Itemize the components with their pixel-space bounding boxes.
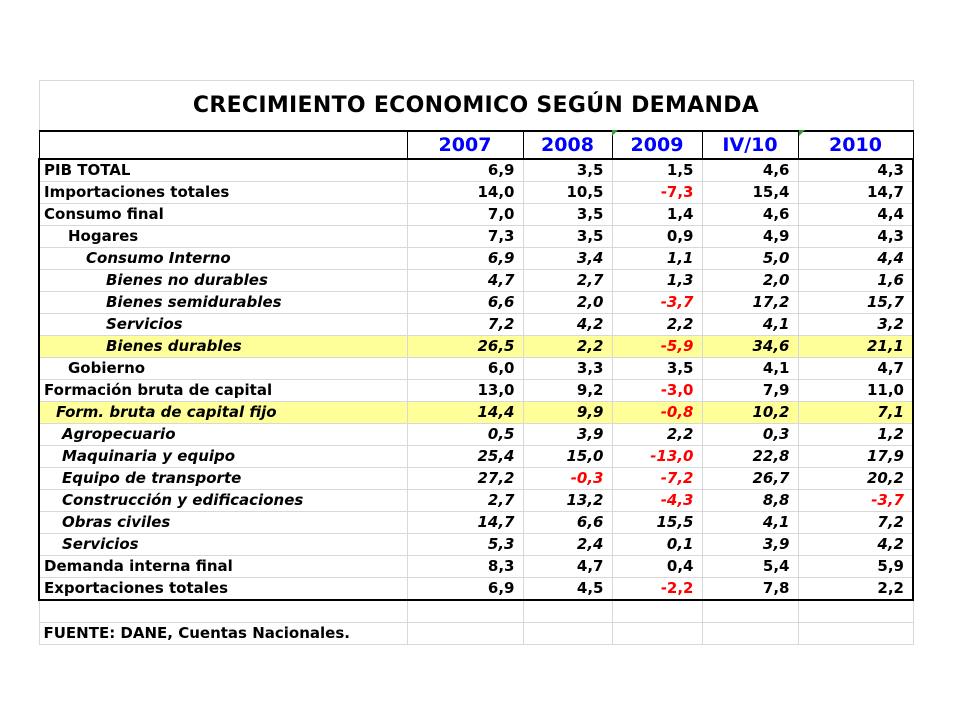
value-cell[interactable]: 4,7 xyxy=(407,270,523,292)
value-cell[interactable]: 4,2 xyxy=(798,534,913,556)
value-cell[interactable]: 7,8 xyxy=(702,578,798,601)
value-cell[interactable]: 5,3 xyxy=(407,534,523,556)
empty-cell[interactable] xyxy=(407,600,523,623)
table-row xyxy=(39,446,913,468)
value-cell[interactable]: 25,4 xyxy=(407,446,523,468)
value-cell[interactable]: 0,9 xyxy=(612,226,702,248)
value-cell[interactable]: 15,0 xyxy=(523,446,612,468)
value-cell[interactable]: 6,0 xyxy=(407,358,523,380)
empty-cell[interactable] xyxy=(702,623,798,645)
header-2010[interactable]: 2010 xyxy=(798,131,913,159)
table-row xyxy=(39,248,913,270)
value-cell[interactable]: -2,2 xyxy=(612,578,702,601)
row-label[interactable]: Servicios xyxy=(39,314,407,336)
row-label[interactable]: Hogares xyxy=(39,226,407,248)
table-row xyxy=(39,226,913,248)
value-cell[interactable]: 6,9 xyxy=(407,248,523,270)
value-cell[interactable]: 0,4 xyxy=(612,556,702,578)
table-row xyxy=(39,159,913,182)
value-cell[interactable]: -7,2 xyxy=(612,468,702,490)
value-cell[interactable]: 2,4 xyxy=(523,534,612,556)
value-cell[interactable]: 13,0 xyxy=(407,380,523,402)
header-blank-cell[interactable] xyxy=(39,131,407,159)
empty-cell[interactable] xyxy=(523,623,612,645)
value-cell[interactable]: 14,4 xyxy=(407,402,523,424)
value-cell[interactable]: 4,3 xyxy=(798,226,913,248)
row-label[interactable]: Equipo de transporte xyxy=(39,468,407,490)
value-cell[interactable]: 14,0 xyxy=(407,182,523,204)
value-cell[interactable]: 5,9 xyxy=(798,556,913,578)
row-label[interactable]: Bienes semidurables xyxy=(39,292,407,314)
table-row xyxy=(39,534,913,556)
header-2009[interactable]: 2009 xyxy=(612,131,702,159)
row-label[interactable]: Maquinaria y equipo xyxy=(39,446,407,468)
value-cell[interactable]: 4,2 xyxy=(523,314,612,336)
value-cell[interactable]: 7,3 xyxy=(407,226,523,248)
table-row xyxy=(39,336,913,358)
table-row xyxy=(39,402,913,424)
title-row xyxy=(39,81,913,132)
value-cell[interactable]: 11,0 xyxy=(798,380,913,402)
value-cell[interactable]: 2,7 xyxy=(523,270,612,292)
value-cell[interactable]: -5,9 xyxy=(612,336,702,358)
source-row xyxy=(39,623,913,645)
table-row xyxy=(39,512,913,534)
comment-marker-2010 xyxy=(799,130,805,136)
row-label[interactable]: Bienes durables xyxy=(39,336,407,358)
value-cell[interactable]: 14,7 xyxy=(798,182,913,204)
row-label[interactable]: Form. bruta de capital fijo xyxy=(39,402,407,424)
row-label[interactable]: Consumo final xyxy=(39,204,407,226)
value-cell[interactable]: 8,8 xyxy=(702,490,798,512)
value-cell[interactable]: 22,8 xyxy=(702,446,798,468)
header-2008[interactable]: 2008 xyxy=(523,131,612,159)
row-label[interactable]: PIB TOTAL xyxy=(39,159,407,182)
value-cell[interactable]: 27,2 xyxy=(407,468,523,490)
table-row xyxy=(39,358,913,380)
header-iv10[interactable]: IV/10 xyxy=(702,131,798,159)
value-cell[interactable]: 4,5 xyxy=(523,578,612,601)
value-cell[interactable]: 5,0 xyxy=(702,248,798,270)
value-cell[interactable]: 13,2 xyxy=(523,490,612,512)
empty-cell[interactable] xyxy=(612,623,702,645)
value-cell[interactable]: -7,3 xyxy=(612,182,702,204)
row-label[interactable]: Gobierno xyxy=(39,358,407,380)
value-cell[interactable]: -3,0 xyxy=(612,380,702,402)
value-cell[interactable]: 9,9 xyxy=(523,402,612,424)
source-note[interactable]: FUENTE: DANE, Cuentas Nacionales. xyxy=(39,623,407,645)
value-cell[interactable]: 5,4 xyxy=(702,556,798,578)
value-cell[interactable]: 15,7 xyxy=(798,292,913,314)
row-label[interactable]: Demanda interna final xyxy=(39,556,407,578)
empty-cell[interactable] xyxy=(523,600,612,623)
row-label[interactable]: Importaciones totales xyxy=(39,182,407,204)
value-cell[interactable]: 3,9 xyxy=(523,424,612,446)
value-cell[interactable]: -3,7 xyxy=(612,292,702,314)
value-cell[interactable]: 8,3 xyxy=(407,556,523,578)
value-cell[interactable]: 17,9 xyxy=(798,446,913,468)
value-cell[interactable]: 1,3 xyxy=(612,270,702,292)
table-row xyxy=(39,578,913,601)
value-cell[interactable]: 2,0 xyxy=(702,270,798,292)
value-cell[interactable]: 0,5 xyxy=(407,424,523,446)
value-cell[interactable]: 0,3 xyxy=(702,424,798,446)
value-cell[interactable]: 6,6 xyxy=(523,512,612,534)
value-cell[interactable]: 4,7 xyxy=(523,556,612,578)
table-row xyxy=(39,204,913,226)
value-cell[interactable]: 3,3 xyxy=(523,358,612,380)
value-cell[interactable]: 2,0 xyxy=(523,292,612,314)
table-row xyxy=(39,556,913,578)
value-cell[interactable]: 9,2 xyxy=(523,380,612,402)
value-cell[interactable]: 26,5 xyxy=(407,336,523,358)
value-cell[interactable]: 1,4 xyxy=(612,204,702,226)
empty-cell[interactable] xyxy=(798,600,913,623)
value-cell[interactable]: 6,9 xyxy=(407,578,523,601)
value-cell[interactable]: 10,2 xyxy=(702,402,798,424)
value-cell[interactable]: 4,1 xyxy=(702,314,798,336)
value-cell[interactable]: 26,7 xyxy=(702,468,798,490)
value-cell[interactable]: 3,5 xyxy=(523,226,612,248)
value-cell[interactable]: 4,4 xyxy=(798,204,913,226)
table-row xyxy=(39,468,913,490)
value-cell[interactable]: 3,9 xyxy=(702,534,798,556)
value-cell[interactable]: 7,2 xyxy=(407,314,523,336)
table-row xyxy=(39,314,913,336)
value-cell[interactable]: 0,1 xyxy=(612,534,702,556)
value-cell[interactable]: 2,2 xyxy=(612,314,702,336)
value-cell[interactable]: -13,0 xyxy=(612,446,702,468)
value-cell[interactable]: 20,2 xyxy=(798,468,913,490)
value-cell[interactable]: 4,7 xyxy=(798,358,913,380)
value-cell[interactable]: 2,7 xyxy=(407,490,523,512)
empty-cell[interactable] xyxy=(612,600,702,623)
value-cell[interactable]: 1,5 xyxy=(612,159,702,182)
value-cell[interactable]: 4,3 xyxy=(798,159,913,182)
value-cell[interactable]: 17,2 xyxy=(702,292,798,314)
row-label[interactable]: Exportaciones totales xyxy=(39,578,407,601)
value-cell[interactable]: 4,1 xyxy=(702,512,798,534)
value-cell[interactable]: 4,1 xyxy=(702,358,798,380)
value-cell[interactable]: 3,4 xyxy=(523,248,612,270)
table-row xyxy=(39,182,913,204)
value-cell[interactable]: 7,1 xyxy=(798,402,913,424)
value-cell[interactable]: -0,3 xyxy=(523,468,612,490)
header-2007[interactable]: 2007 xyxy=(407,131,523,159)
table-row xyxy=(39,380,913,402)
value-cell[interactable]: 14,7 xyxy=(407,512,523,534)
empty-cell[interactable] xyxy=(798,623,913,645)
row-label[interactable]: Agropecuario xyxy=(39,424,407,446)
table-row xyxy=(39,292,913,314)
value-cell[interactable]: 4,6 xyxy=(702,159,798,182)
row-label[interactable]: Obras civiles xyxy=(39,512,407,534)
blank-row xyxy=(39,600,913,623)
value-cell[interactable]: 3,5 xyxy=(612,358,702,380)
value-cell[interactable]: 1,6 xyxy=(798,270,913,292)
value-cell[interactable]: 10,5 xyxy=(523,182,612,204)
empty-cell[interactable] xyxy=(407,623,523,645)
table-title[interactable]: CRECIMIENTO ECONOMICO SEGÚN DEMANDA xyxy=(39,81,913,132)
value-cell[interactable]: -0,8 xyxy=(612,402,702,424)
value-cell[interactable]: 7,0 xyxy=(407,204,523,226)
value-cell[interactable]: 1,2 xyxy=(798,424,913,446)
value-cell[interactable]: 2,2 xyxy=(798,578,913,601)
value-cell[interactable]: 7,2 xyxy=(798,512,913,534)
empty-cell[interactable] xyxy=(39,600,407,623)
row-label[interactable]: Bienes no durables xyxy=(39,270,407,292)
value-cell[interactable]: 21,1 xyxy=(798,336,913,358)
table-row xyxy=(39,270,913,292)
header-row xyxy=(39,131,913,159)
value-cell[interactable]: 4,4 xyxy=(798,248,913,270)
value-cell[interactable]: 6,9 xyxy=(407,159,523,182)
value-cell[interactable]: 4,6 xyxy=(702,204,798,226)
value-cell[interactable]: 2,2 xyxy=(523,336,612,358)
empty-cell[interactable] xyxy=(702,600,798,623)
value-cell[interactable]: -3,7 xyxy=(798,490,913,512)
value-cell[interactable]: 3,5 xyxy=(523,159,612,182)
value-cell[interactable]: 2,2 xyxy=(612,424,702,446)
table-row xyxy=(39,490,913,512)
value-cell[interactable]: 7,9 xyxy=(702,380,798,402)
value-cell[interactable]: 34,6 xyxy=(702,336,798,358)
value-cell[interactable]: 3,2 xyxy=(798,314,913,336)
table-row xyxy=(39,424,913,446)
row-label[interactable]: Construcción y edificaciones xyxy=(39,490,407,512)
row-label[interactable]: Formación bruta de capital xyxy=(39,380,407,402)
growth-table xyxy=(38,80,914,645)
value-cell[interactable]: -4,3 xyxy=(612,490,702,512)
value-cell[interactable]: 15,5 xyxy=(612,512,702,534)
value-cell[interactable]: 3,5 xyxy=(523,204,612,226)
value-cell[interactable]: 6,6 xyxy=(407,292,523,314)
row-label[interactable]: Consumo Interno xyxy=(39,248,407,270)
comment-marker-2009 xyxy=(612,130,618,136)
row-label[interactable]: Servicios xyxy=(39,534,407,556)
value-cell[interactable]: 15,4 xyxy=(702,182,798,204)
value-cell[interactable]: 1,1 xyxy=(612,248,702,270)
value-cell[interactable]: 4,9 xyxy=(702,226,798,248)
